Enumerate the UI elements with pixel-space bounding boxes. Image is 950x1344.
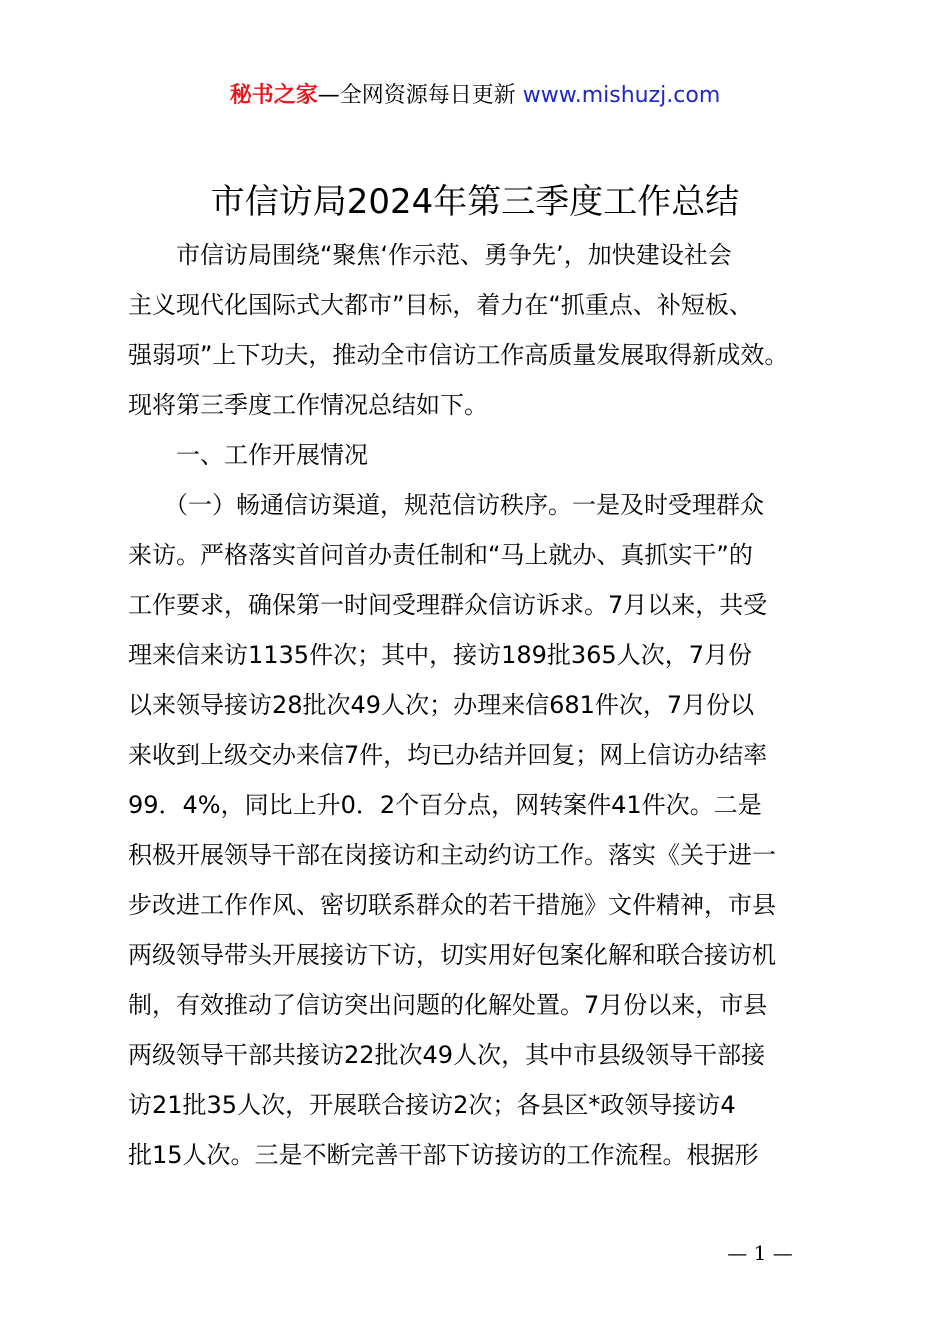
body-line: 市信访局围绕“聚焦‘作示范、勇争先’，加快建设社会 [128,241,732,269]
body-line: 工作要求，确保第一时间受理群众信访诉求。7月以来，共受 [128,591,768,619]
body-line: 制，有效推动了信访突出问题的化解处置。7月份以来，市县 [128,991,768,1019]
body-line: 来收到上级交办来信7件，均已办结并回复；网上信访办结率 [128,741,768,769]
document-body [128,230,838,1180]
body-line: 两级领导干部共接访22批次49人次，其中市县级领导干部接 [128,1041,766,1069]
body-line: 以来领导接访28批次49人次；办理来信681件次，7月份以 [128,691,755,719]
page-number: — 1 — [727,1241,793,1265]
watermark-header [0,80,950,112]
body-line: 现将第三季度工作情况总结如下。 [128,391,488,419]
body-line: 访21批35人次，开展联合接访2次；各县区*政领导接访4 [128,1091,736,1119]
body-line: 强弱项”上下功夫，推动全市信访工作高质量发展取得新成效。 [128,341,789,369]
body-line: 理来信来访1135件次；其中，接访189批365人次，7月份 [128,641,752,669]
body-line: （一）畅通信访渠道，规范信访秩序。一是及时受理群众 [128,491,764,519]
body-line: 两级领导带头开展接访下访，切实用好包案化解和联合接访机 [128,941,776,969]
brand-name: 秘书之家 [229,83,318,108]
site-url[interactable]: www.mishuzj.com [522,83,721,108]
body-line: 主义现代化国际式大都市”目标，着力在“抓重点、补短板、 [128,291,753,319]
header-tagline: —全网资源每日更新 [317,83,516,108]
section-heading: 一、工作开展情况 [128,441,368,469]
document-title: 市信访局2024年第三季度工作总结 [210,182,740,222]
body-line: 来访。严格落实首问首办责任制和“马上就办、真抓实干”的 [128,541,753,569]
body-line: 99．4%，同比上升0．2个百分点，网转案件41件次。二是 [128,791,762,819]
body-line: 批15人次。三是不断完善干部下访接访的工作流程。根据形 [128,1141,759,1169]
body-line: 步改进工作作风、密切联系群众的若干措施》文件精神，市县 [128,891,776,919]
body-line: 积极开展领导干部在岗接访和主动约访工作。落实《关于进一 [128,841,776,869]
